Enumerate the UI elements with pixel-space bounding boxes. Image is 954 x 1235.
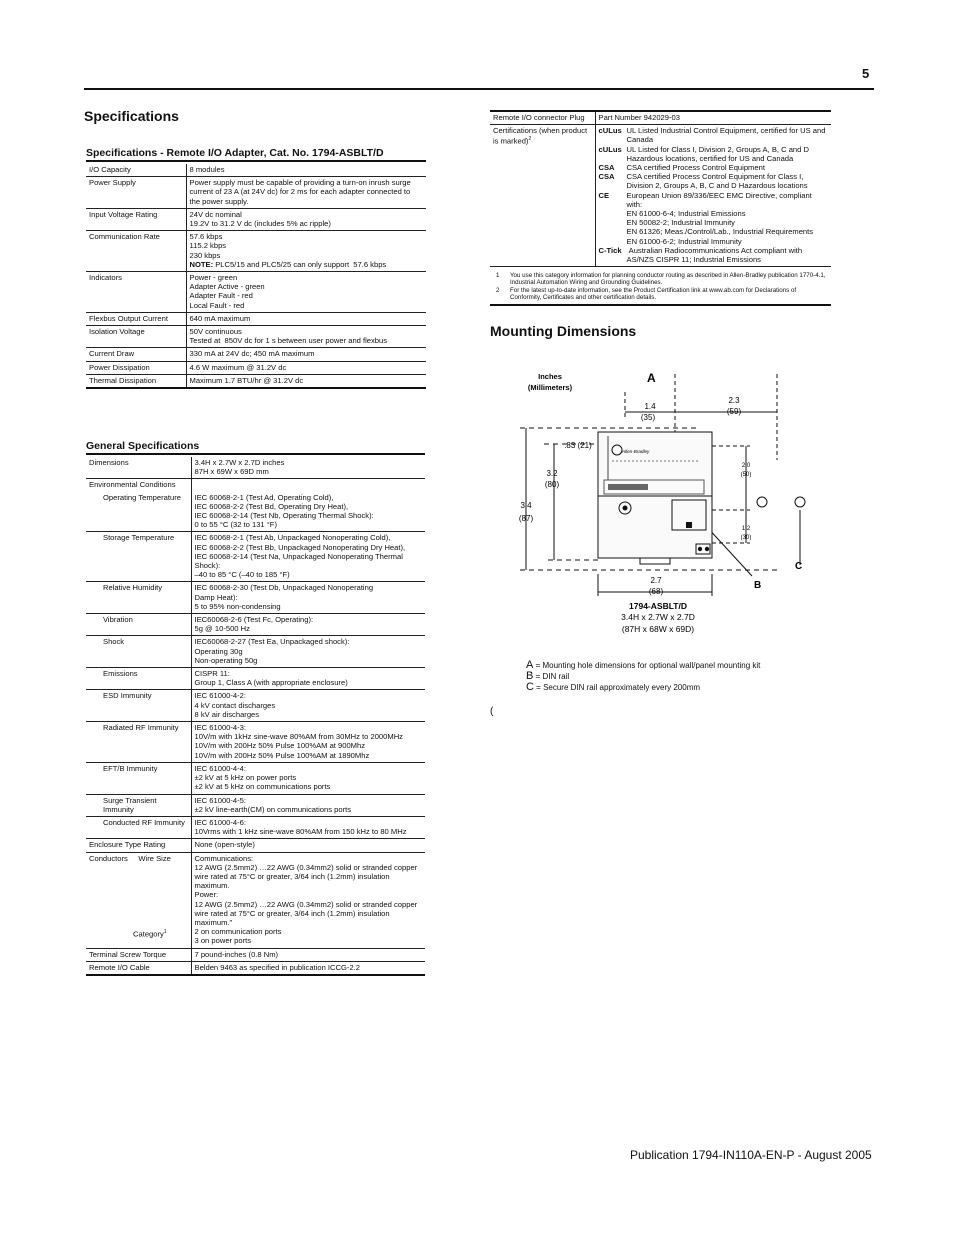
- row-key: [86, 272, 186, 313]
- value-line: IEC 60068-2-30 (Test Db, Unpackaged Nonoperating: [194, 583, 374, 593]
- specifications-heading: Specifications: [84, 108, 179, 124]
- dim-2-3: 2.3: [728, 396, 740, 405]
- row-value: [186, 272, 426, 313]
- footnote: [496, 272, 826, 287]
- row-value: [191, 762, 425, 794]
- adapter-table-caption: Specifications - Remote I/O Adapter, Cat. No. 1794-ASBLT/D: [86, 147, 426, 162]
- row-value: [186, 208, 426, 230]
- table-row: [86, 492, 425, 532]
- cert-key-text: Certifications (when product is marked): [493, 126, 588, 146]
- value-line: 24V dc nominal: [189, 209, 242, 219]
- row-key: [86, 348, 186, 361]
- row-value: [191, 794, 425, 816]
- value-line: current of 23 A (at 24V dc) for 2 ms for each adapter connected to: [189, 187, 411, 197]
- value-line: Group 1, Class A (with appropriate enclosure): [194, 678, 348, 688]
- top-rule: [84, 88, 874, 90]
- row-key-text: Power Dissipation: [89, 362, 150, 372]
- value-line: Operating 30g: [194, 646, 243, 656]
- row-key: [86, 164, 186, 177]
- table-row: [86, 164, 426, 177]
- cert-item: [599, 172, 830, 190]
- value-line: maximum.: [194, 881, 230, 891]
- row-key: [86, 614, 191, 636]
- general-spec-table: [86, 457, 425, 976]
- row-key: [86, 231, 186, 272]
- table-row: [490, 112, 831, 125]
- row-key: [86, 326, 186, 348]
- cert-text: CSA certified Process Control Equipment: [626, 163, 765, 173]
- footnote: [496, 287, 826, 302]
- value-line: Power - green: [189, 273, 238, 283]
- table-row: [86, 208, 426, 230]
- value-line: 19.2V to 31.2 V dc (includes 5% ac ripple): [189, 219, 331, 229]
- row-value: [191, 582, 425, 614]
- table-row: [86, 690, 425, 722]
- cert-key-footnote-ref: 2: [528, 136, 532, 143]
- value-line: IEC 61000-4-6:: [194, 817, 246, 827]
- model-label: 1794-ASBLT/D: [629, 601, 687, 611]
- row-key-text: Enclosure Type Rating: [89, 840, 166, 850]
- row-key: [86, 816, 191, 838]
- value-line: Adapter Fault - red: [189, 291, 253, 301]
- cert-item: [599, 246, 830, 264]
- value-line: ±2 kV at 5 kHz on communications ports: [194, 782, 331, 792]
- footnote-text: You use this category information for planning conductor routing as described in Allen-Bradley publication 1770-4.1, Industrial Automation Wiring and Grounding Guidelines.: [510, 272, 826, 287]
- table-row: [86, 361, 426, 374]
- dim-3-2-mm: (80): [544, 480, 560, 489]
- table-row: [86, 614, 425, 636]
- row-value: [186, 326, 426, 348]
- table-row: [86, 457, 425, 479]
- footnote-text: For the latest up-to-date information, see the Product Certification link at www.ab.com for Declarations of Conformity, Certificates and other certification details.: [510, 286, 797, 302]
- row-key-text: ESD Immunity: [103, 691, 152, 701]
- row-key: [86, 532, 191, 582]
- value-line: 10Vrms with 1 kHz sine-wave 80%AM from 150 kHz to 80 MHz: [194, 827, 407, 837]
- row-key-text: Storage Temperature: [103, 533, 175, 543]
- footnote-number: 1: [496, 272, 500, 279]
- publication-footer: Publication 1794-IN110A-EN-P - August 2005: [630, 1148, 872, 1162]
- mounting-dimensions-heading: Mounting Dimensions: [490, 323, 637, 339]
- row-value: [191, 457, 425, 479]
- value-line: 12 AWG (2.5mm2) …22 AWG (0.34mm2) solid or stranded copper: [194, 899, 418, 909]
- value-line: IEC 61000-4-2:: [194, 691, 246, 701]
- note-label: NOTE:: [189, 259, 214, 269]
- dim-1-2-mm: (30): [740, 535, 752, 541]
- row-key: [86, 839, 191, 852]
- row-key-sub: [89, 928, 189, 939]
- adapter-spec-table: [86, 164, 426, 389]
- row-key-text: Dimensions: [89, 458, 129, 467]
- value-line: Communications:: [194, 853, 254, 863]
- row-value: [186, 231, 426, 272]
- dim-3-4: 3.4: [520, 501, 532, 510]
- value-note: [190, 260, 425, 269]
- value-line: CISPR 11:: [194, 669, 230, 679]
- row-value: [186, 177, 426, 209]
- row-key: [86, 762, 191, 794]
- value-line: 3.4H x 2.7W x 2.7D inches: [194, 458, 285, 467]
- legend-letter: B: [526, 670, 534, 682]
- value-line: IEC60068-2-6 (Test Fc, Operating):: [194, 615, 314, 625]
- units-label: Inches: [538, 372, 562, 381]
- row-key: [86, 794, 191, 816]
- value-line: Non-operating 50g: [194, 655, 258, 665]
- dim-2-0-mm: (50): [740, 472, 752, 478]
- row-key: Remote I/O connector Plug: [490, 112, 595, 125]
- table-row: [86, 326, 426, 348]
- row-key: [86, 722, 191, 763]
- table-row: [86, 816, 425, 838]
- dim-083: .83 (21): [564, 441, 592, 450]
- brand-label: Allen-Bradley: [622, 449, 650, 454]
- value-line: None (open-style): [194, 840, 255, 850]
- model-dims-mm: (87H x 68W x 69D): [621, 624, 695, 634]
- row-key-text: Terminal Screw Torque: [89, 949, 167, 959]
- value-line: 50V continuous: [189, 327, 242, 337]
- value-line: IEC60068-2-27 (Test Ea, Unpackaged shock):: [194, 637, 350, 647]
- cert-code: cULus: [598, 126, 622, 136]
- connector-cert-table: [490, 112, 831, 267]
- value-line: Local Fault - red: [189, 300, 245, 310]
- value-line: 0 to 55 °C (32 to 131 °F): [194, 520, 277, 530]
- label-b: B: [754, 580, 762, 591]
- row-key: [86, 374, 186, 388]
- cert-code: cULus: [598, 144, 622, 154]
- cert-item: [599, 163, 830, 172]
- row-value: [191, 532, 425, 582]
- dim-1-2: 1.2: [741, 526, 751, 532]
- table-row: [86, 948, 425, 961]
- value-line: Tested at 850V dc for 1 s between user power and flexbus: [189, 336, 388, 346]
- table-row: [86, 839, 425, 852]
- value-line: IEC 60068-2-2 (Test Bd, Operating Dry Heat),: [194, 501, 349, 511]
- cert-code: CSA: [598, 172, 615, 182]
- legend-text: = Secure DIN rail approximately every 200mm: [533, 683, 701, 692]
- row-key-text: Radiated RF Immunity: [103, 723, 179, 733]
- row-value: [191, 961, 425, 975]
- table-row: [86, 177, 426, 209]
- row-value: [191, 839, 425, 852]
- value-line: IEC 60068-2-2 (Test Bb, Unpackaged Nonoperating Dry Heat),: [194, 542, 406, 552]
- row-key: [86, 668, 191, 690]
- units-label-mm: (Millimeters): [527, 383, 573, 392]
- general-table-caption: General Specifications: [86, 440, 425, 455]
- row-key-text: Emissions: [103, 669, 138, 679]
- cert-text: Australian Radiocommunications Act compliant with AS/NZS CISPR 11; Industrial Emissions: [626, 245, 804, 265]
- row-key: [490, 125, 595, 267]
- value-line: ±2 kV line-earth(CM) on communications ports: [194, 804, 352, 814]
- cert-text: European Union 89/336/EEC EMC Directive, compliant with: EN 61000-6-4; Industrial Emissions EN 50082-2; Industrial Immunity EN 61326; Meas./Control/Lab., Industrial Requirements EN 61000-6-2; Industrial Immunity: [626, 190, 814, 246]
- value-line: 12 AWG (2.5mm2) …22 AWG (0.34mm2) solid or stranded copper: [194, 862, 418, 872]
- dim-2-3-mm: (59): [726, 407, 742, 416]
- value-line: IEC 60068-2-1 (Test Ab, Unpackaged Nonoperating Cold),: [194, 533, 391, 543]
- legend-text: = Mounting hole dimensions for optional wall/panel mounting kit: [533, 661, 761, 670]
- value-line: IEC 61000-4-5:: [194, 795, 246, 805]
- table-row: [86, 762, 425, 794]
- table-row: [86, 479, 425, 492]
- dim-3-2: 3.2: [546, 469, 558, 478]
- row-key-text: Operating Temperature: [103, 492, 181, 502]
- table-row: [86, 312, 426, 325]
- row-key: [86, 961, 191, 975]
- row-value: [186, 164, 426, 177]
- value-line: Maximum 1.7 BTU/hr @ 31.2V dc: [189, 375, 304, 385]
- row-value: [191, 816, 425, 838]
- value-line: 10V/m with 200Hz 50% Pulse 100%AM at 1890Mhz: [194, 750, 370, 760]
- table-row: [86, 668, 425, 690]
- value-line: 4 kV contact discharges: [194, 700, 276, 710]
- table-row: [86, 272, 426, 313]
- value-line: 3 on power ports: [194, 936, 252, 946]
- row-value: [191, 614, 425, 636]
- row-key: [86, 312, 186, 325]
- legend-item: [526, 660, 760, 671]
- legend-item: [526, 682, 760, 693]
- row-key: [86, 948, 191, 961]
- value-line: wire rated at 75°C or greater, 3/64 inch (1.2mm) insulation: [194, 871, 390, 881]
- row-key-text: Isolation Voltage: [89, 327, 145, 337]
- value-line: IEC 61000-4-4:: [194, 763, 246, 773]
- table-row: [490, 125, 831, 267]
- din-rail-hole: [795, 497, 805, 507]
- row-key: [86, 479, 191, 492]
- dim-1-4: 1.4: [644, 402, 656, 411]
- legend-item: [526, 671, 760, 682]
- cert-code: CE: [598, 190, 610, 200]
- table-row: [86, 532, 425, 582]
- row-value: [191, 479, 425, 492]
- footnote-ref: 1: [163, 928, 167, 935]
- value-line: 640 mA maximum: [189, 313, 251, 323]
- value-line: ±2 kV at 5 kHz on power ports: [194, 773, 297, 783]
- cert-text: UL Listed Industrial Control Equipment, certified for US and Canada: [626, 126, 828, 145]
- value-line: Power:: [194, 890, 219, 900]
- row-value: [191, 636, 425, 668]
- row-key-sub-text: Category: [133, 929, 164, 939]
- value-line: wire rated at 75°C or greater, 3/64 inch (1.2mm) insulation: [194, 908, 390, 918]
- row-key: [86, 852, 191, 948]
- value-line: 8 modules: [189, 165, 225, 174]
- dim-2-7-mm: (68): [648, 587, 664, 596]
- row-key-text: I/O Capacity: [89, 165, 131, 174]
- row-value: [186, 361, 426, 374]
- row-value: Part Number 942029-03: [595, 112, 831, 125]
- row-key-text: Shock: [103, 637, 125, 647]
- row-key: [86, 361, 186, 374]
- adapter-module-outline: [598, 432, 712, 564]
- row-value: [191, 852, 425, 948]
- value-line: 10V/m with 200Hz 50% Pulse 100%AM at 900Mhz: [194, 741, 366, 751]
- row-key-text: Flexbus Output Current: [89, 313, 168, 323]
- row-key-text: Vibration: [103, 615, 133, 625]
- row-key-text: Surge Transient Immunity: [103, 795, 157, 814]
- table-row: [86, 636, 425, 668]
- value-line: –40 to 85 °C (–40 to 185 °F): [194, 570, 290, 580]
- value-line: Shock):: [194, 561, 221, 571]
- value-line: Adapter Active - green: [189, 282, 265, 292]
- value-line: 4.6 W maximum @ 31.2V dc: [189, 362, 287, 372]
- row-value: [186, 312, 426, 325]
- value-line: 230 kbps: [189, 250, 221, 260]
- table-row: [86, 374, 426, 388]
- row-key-text: Conductors Wire Size: [89, 853, 171, 863]
- cert-code: C-Tick: [598, 245, 622, 255]
- value-line: 10V/m with 1kHz sine-wave 80%AM from 30MHz to 2000MHz: [194, 732, 403, 742]
- row-key-text: Power Supply: [89, 178, 136, 188]
- page-number: 5: [862, 66, 870, 81]
- row-key: [86, 492, 191, 532]
- cert-text: UL Listed for Class I, Division 2, Groups A, B, C and D Hazardous locations, certified for US and Canada: [626, 144, 812, 163]
- value-line: 115.2 kbps: [189, 241, 227, 251]
- footnote-number: 2: [496, 286, 500, 294]
- row-value: [186, 374, 426, 388]
- dim-3-4-mm: (87): [518, 514, 534, 523]
- footnotes: [496, 272, 826, 302]
- value-line: IEC 60068-2-1 (Test Ad, Operating Cold),: [194, 492, 334, 502]
- row-key-text: Thermal Dissipation: [89, 375, 157, 385]
- row-key-text: Relative Humidity: [103, 583, 163, 593]
- value-line: 57.6 kbps: [189, 232, 223, 242]
- row-key: [86, 690, 191, 722]
- value-line: maximum.": [194, 917, 233, 927]
- row-key-text: Input Voltage Rating: [89, 209, 158, 219]
- cert-item: [599, 145, 830, 163]
- cert-code: CSA: [598, 163, 615, 173]
- value-line: 5g @ 10-500 Hz: [194, 624, 250, 634]
- row-key: [86, 636, 191, 668]
- value-line: 7 pound-inches (0.8 Nm): [194, 949, 279, 959]
- value-line: the power supply.: [189, 196, 249, 206]
- label-a: A: [647, 371, 656, 385]
- row-key: [86, 208, 186, 230]
- legend-text: = DIN rail: [533, 672, 570, 681]
- table-row: [86, 582, 425, 614]
- row-value: [191, 492, 425, 532]
- value-line: Power supply must be capable of providing a turn-on inrush surge: [189, 178, 411, 188]
- row-key-text: Current Draw: [89, 349, 135, 359]
- row-key: [86, 457, 191, 479]
- value-line: 8 kV air discharges: [194, 709, 260, 719]
- row-value: [191, 948, 425, 961]
- row-key-text: EFT/B Immunity: [103, 763, 158, 773]
- table-row: [86, 348, 426, 361]
- table-row: [86, 231, 426, 272]
- row-value: [186, 348, 426, 361]
- value-line: Belden 9463 as specified in publication ICCG-2.2: [194, 962, 360, 972]
- dim-2-0: 2.0: [741, 463, 751, 469]
- note-text: PLC5/15 and PLC5/25 can only support 57.6 kbps: [213, 259, 387, 269]
- dim-2-7: 2.7: [650, 576, 662, 585]
- model-dims: 3.4H x 2.7W x 2.7D: [621, 612, 695, 622]
- row-key: [86, 582, 191, 614]
- legend-letter: A: [526, 659, 534, 671]
- cert-list: [595, 125, 831, 267]
- value-line: 5 to 95% non-condensing: [194, 601, 281, 611]
- mounting-hole: [757, 497, 767, 507]
- right-table-bottom-rule: [490, 304, 831, 306]
- row-value: [191, 690, 425, 722]
- value-line: 330 mA at 24V dc; 450 mA maximum: [189, 349, 315, 359]
- value-line: 87H x 69W x 69D mm: [194, 467, 269, 477]
- value-line: 2 on communication ports: [194, 927, 282, 937]
- label-c: C: [795, 561, 803, 572]
- row-value: [191, 722, 425, 763]
- stray-paren: (: [490, 706, 494, 717]
- row-key: [86, 177, 186, 209]
- mounting-dimension-drawing: [490, 360, 840, 660]
- value-line: IEC 61000-4-3:: [194, 723, 246, 733]
- row-key-text: Conducted RF Immunity: [103, 817, 185, 827]
- cert-item: [599, 126, 830, 144]
- row-key-text: Communication Rate: [89, 232, 160, 242]
- value-line: IEC 60068-2-14 (Test Na, Unpackaged Nonoperating Thermal: [194, 551, 403, 561]
- drawing-legend: [526, 660, 760, 693]
- row-key-text: Indicators: [89, 273, 122, 283]
- row-value: [191, 668, 425, 690]
- row-key-text: Environmental Conditions: [89, 480, 176, 490]
- row-key-text: Remote I/O Cable: [89, 962, 150, 972]
- legend-letter: C: [526, 681, 534, 693]
- value-line: IEC 60068-2-14 (Test Nb, Operating Thermal Shock):: [194, 511, 374, 521]
- value-line: Damp Heat):: [194, 592, 238, 602]
- cert-item: [599, 191, 830, 246]
- table-row: [86, 852, 425, 948]
- table-row: [86, 794, 425, 816]
- cert-text: CSA certified Process Control Equipment for Class I, Division 2, Groups A, B, C and D Hazardous locations: [626, 172, 808, 191]
- dim-1-4-mm: (35): [640, 413, 656, 422]
- table-row: [86, 722, 425, 763]
- table-row: [86, 961, 425, 975]
